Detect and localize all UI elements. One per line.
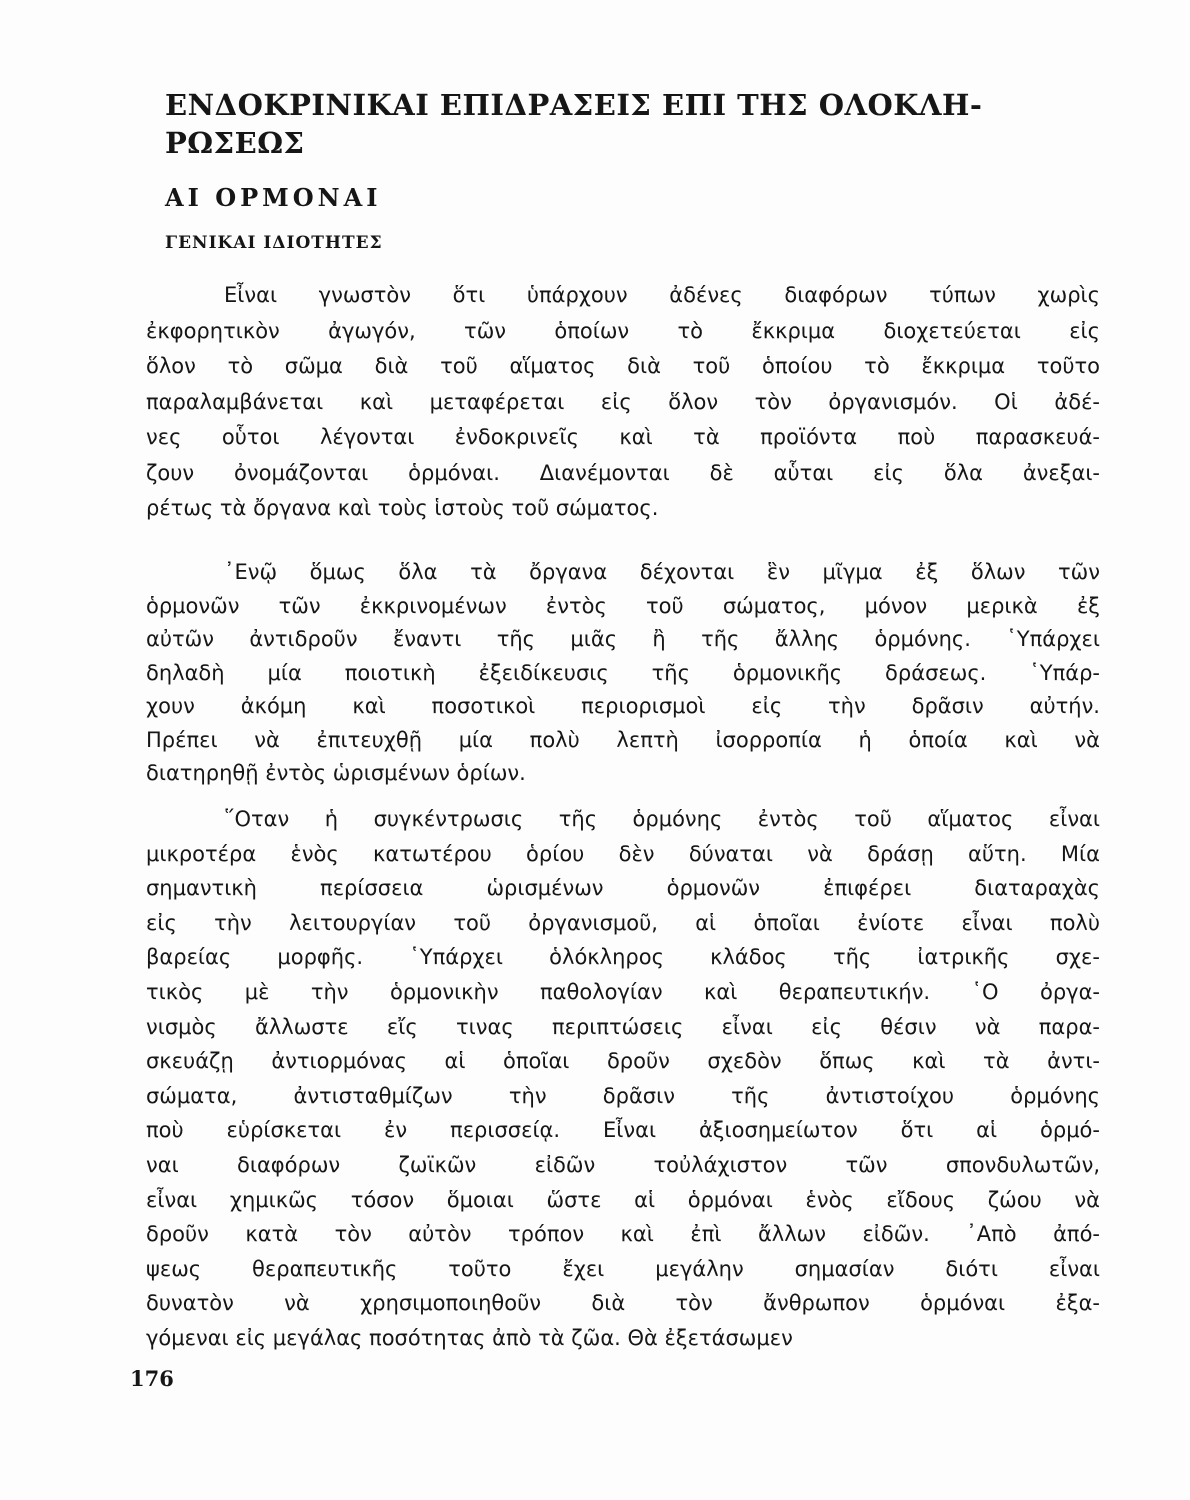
text-line: νισμὸς ἄλλωστε εἴς τινας περιπτώσεις εἶναι εἰς θέσιν νὰ παρα- xyxy=(146,1014,1100,1039)
text-line: αὐτῶν ἀντιδροῦν ἔναντι τῆς μιᾶς ἢ τῆς ἄλλης ὁρμόνης. ῾Υπάρχει xyxy=(146,627,1100,651)
chapter-title-line: ΡΩΣΕΩΣ xyxy=(165,126,305,160)
text-line: εἶναι χημικῶς τόσον ὅμοιαι ὥστε αἱ ὁρμόναι ἑνὸς εἴδους ζώου νὰ xyxy=(146,1187,1100,1212)
paragraph-1 xyxy=(146,278,1100,527)
text-line: δηλαδὴ μία ποιοτικὴ ἐξειδίκευσις τῆς ὁρμονικῆς δράσεως. ῾Υπάρ- xyxy=(146,660,1100,685)
text-line: Εἶναι γνωστὸν ὅτι ὑπάρχουν ἀδένες διαφόρων τύπων χωρὶς xyxy=(224,283,1100,307)
text-line: ψεως θεραπευτικῆς τοῦτο ἔχει μεγάλην σημασίαν διότι εἶναι xyxy=(146,1256,1100,1281)
text-line: ἐκφορητικὸν ἀγωγόν, τῶν ὁποίων τὸ ἔκκριμα διοχετεύεται εἰς xyxy=(146,318,1100,343)
text-line: νες οὗτοι λέγονται ἐνδοκρινεῖς καὶ τὰ προϊόντα ποὺ παρασκευά- xyxy=(146,425,1100,449)
text-line: παραλαμβάνεται καὶ μεταφέρεται εἰς ὅλον τὸν ὀργανισμόν. Οἱ ἀδέ- xyxy=(146,389,1100,414)
paragraph-2 xyxy=(146,556,1100,791)
text-line: σκευάζῃ ἀντιορμόνας αἱ ὁποῖαι δροῦν σχεδὸν ὅπως καὶ τὰ ἀντι- xyxy=(146,1049,1100,1074)
text-line: χουν ἀκόμη καὶ ποσοτικοὶ περιορισμοὶ εἰς τὴν δρᾶσιν αὐτήν. xyxy=(146,694,1100,718)
text-line: εἰς τὴν λειτουργίαν τοῦ ὀργανισμοῦ, αἱ ὁποῖαι ἐνίοτε εἶναι πολὺ xyxy=(146,910,1100,935)
text-line: γόμεναι εἰς μεγάλας ποσότητας ἀπὸ τὰ ζῶα. Θὰ ἐξετάσωμεν xyxy=(146,1325,793,1350)
text-line: βαρείας μορφῆς. ῾Υπάρχει ὁλόκληρος κλάδος τῆς ἰατρικῆς σχε- xyxy=(146,945,1100,970)
text-line: ρέτως τὰ ὄργανα καὶ τοὺς ἱστοὺς τοῦ σώματος. xyxy=(146,496,659,520)
text-line: τικὸς μὲ τὴν ὁρμονικὴν παθολογίαν καὶ θεραπευτικήν. ῾Ο ὀργα- xyxy=(146,979,1100,1004)
text-line: ὁρμονῶν τῶν ἐκκρινομένων ἐντὸς τοῦ σώματος, μόνον μερικὰ ἐξ xyxy=(146,593,1100,618)
text-line: μικροτέρα ἑνὸς κατωτέρου ὁρίου δὲν δύναται νὰ δράσῃ αὕτη. Μία xyxy=(146,841,1100,866)
text-line: ναι διαφόρων ζωϊκῶν εἰδῶν τοὐλάχιστον τῶν σπονδυλωτῶν, xyxy=(146,1152,1100,1177)
text-line: σώματα, ἀντισταθμίζων τὴν δρᾶσιν τῆς ἀντιστοίχου ὁρμόνης xyxy=(146,1083,1100,1108)
text-line: δυνατὸν νὰ χρησιμοποιηθοῦν διὰ τὸν ἄνθρωπον ὁρμόναι ἐξα- xyxy=(146,1291,1100,1316)
section-heading: ΑΙ ΟΡΜΟΝΑΙ xyxy=(165,183,382,212)
page-number: 176 xyxy=(130,1366,174,1391)
paragraph-3 xyxy=(146,802,1100,1356)
text-line: ποὺ εὑρίσκεται ἐν περισσείᾳ. Εἶναι ἀξιοσημείωτον ὅτι αἱ ὁρμό- xyxy=(146,1118,1100,1143)
text-line: σημαντικὴ περίσσεια ὡρισμένων ὁρμονῶν ἐπιφέρει διαταραχὰς xyxy=(146,876,1100,901)
text-line: ὅλον τὸ σῶμα διὰ τοῦ αἵματος διὰ τοῦ ὁποίου τὸ ἔκκριμα τοῦτο xyxy=(146,354,1100,378)
text-line: Πρέπει νὰ ἐπιτευχθῇ μία πολὺ λεπτὴ ἰσορροπία ἡ ὁποία καὶ νὰ xyxy=(146,727,1100,752)
text-line: ζουν ὀνομάζονται ὁρμόναι. Διανέμονται δὲ αὗται εἰς ὅλα ἀνεξαι- xyxy=(146,460,1100,485)
subsection-heading: ΓΕΝΙΚΑΙ ΙΔΙΟΤΗΤΕΣ xyxy=(165,233,383,253)
text-line: δροῦν κατὰ τὸν αὐτὸν τρόπον καὶ ἐπὶ ἄλλων εἰδῶν. ᾿Απὸ ἀπό- xyxy=(146,1222,1100,1247)
text-line: διατηρηθῇ ἐντὸς ὡρισμένων ὁρίων. xyxy=(146,761,526,785)
text-line: ῞Οταν ἡ συγκέντρωσις τῆς ὁρμόνης ἐντὸς τοῦ αἵματος εἶναι xyxy=(224,807,1100,831)
text-line: ᾿Ενῷ ὅμως ὅλα τὰ ὄργανα δέχονται ἓν μῖγμα ἐξ ὅλων τῶν xyxy=(224,560,1100,584)
chapter-title xyxy=(165,86,1115,162)
chapter-title-line: ΕΝΔΟΚΡΙΝΙΚΑΙ ΕΠΙΔΡΑΣΕΙΣ ΕΠΙ ΤΗΣ ΟΛΟΚΛΗ- xyxy=(165,88,983,122)
